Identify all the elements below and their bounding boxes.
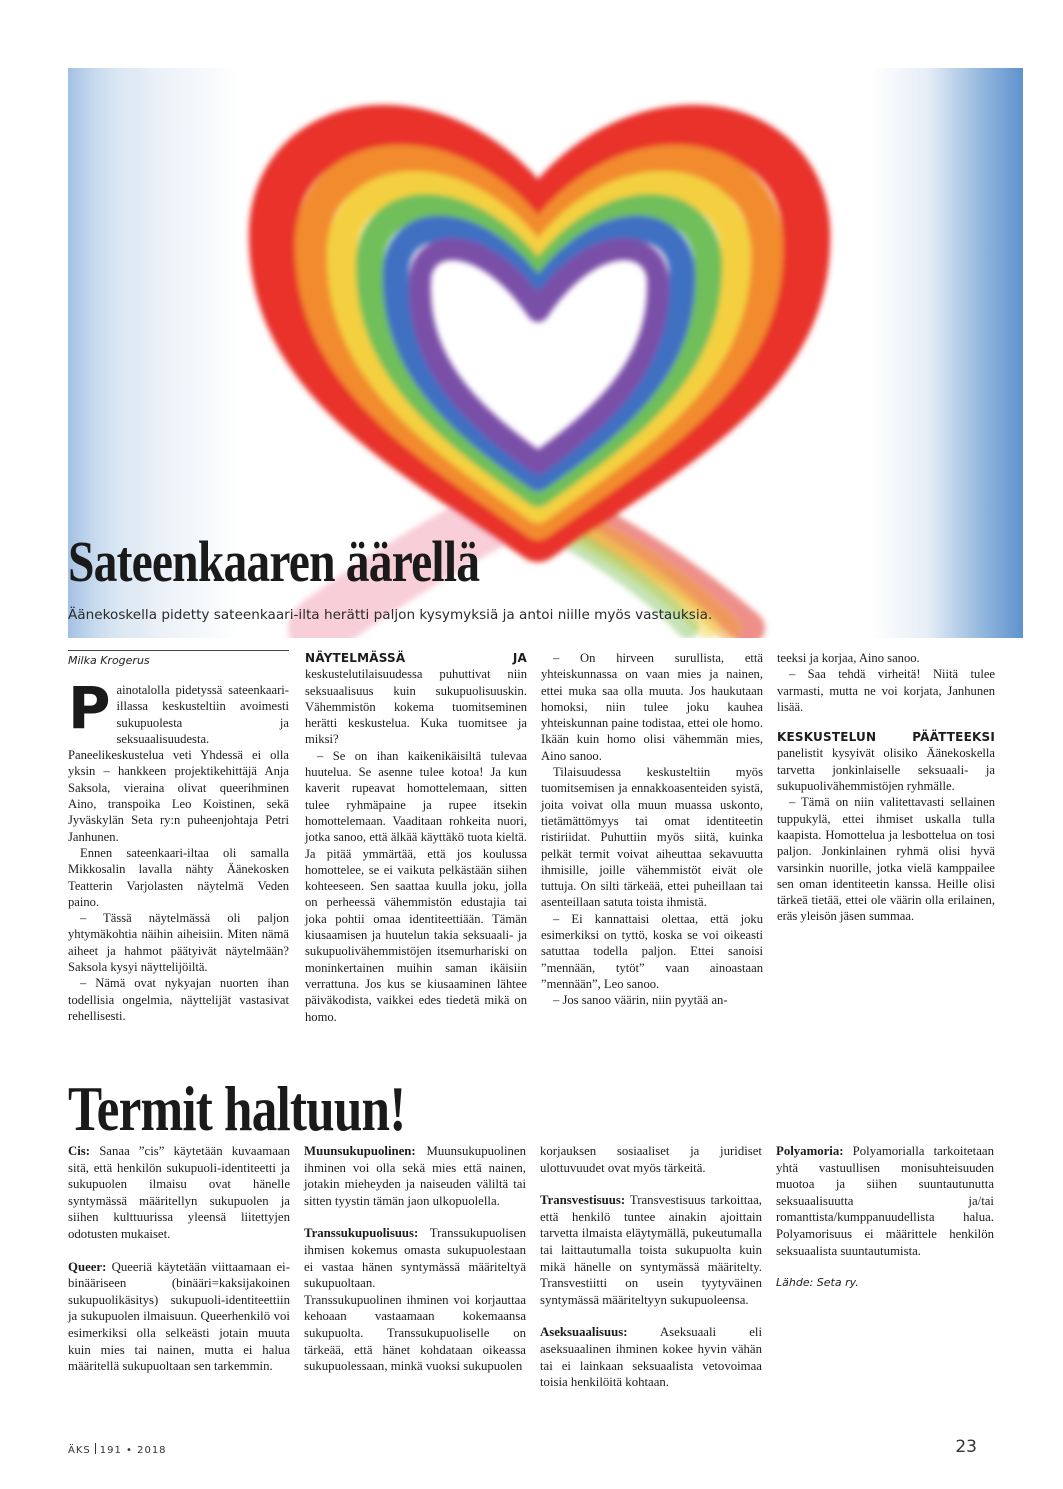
term-transv-label: Transvestisuus: [540,1193,626,1208]
col2-lead-in: NÄYTELMÄSSÄ JA [305,651,527,665]
article-column-3 [541,650,763,1009]
article-column-2 [305,650,527,1025]
footer-issue-info [68,1443,167,1456]
col3-paragraph-2: Tilaisuudessa keskusteltiin myös tuomitsemisen ja ennakkoasenteiden syistä, joita voivat olla muun muassa uskonto, tietämättömyys tai omat identiteetin ristiriidat. Puhuttiin myös siitä, kuinka pelkät termit voivat aiheuttaa sekavuutta ihmisille, joille vähemmistöt eivät ole tuttuja. On silti tärkeää, ettei puheillaan tai asenteillaan satuta toista ihmistä. [541,765,763,910]
article-title: Sateenkaaren äärellä [68,529,480,594]
col1-paragraph-4: – Nämä ovat nykyajan nuorten ihan todellisia ongelmia, näyttelijät vastasivat rehellisesti. [68,976,289,1023]
article-column-4 [777,650,995,925]
term-polyamoria [776,1143,994,1259]
term-trans-text-3: korjauksen sosiaaliset ja juridiset ulottuvuudet ovat myös tärkeitä. [540,1144,762,1175]
term-cis [68,1143,290,1243]
term-trans-label: Transsukupuolisuus: [304,1226,419,1241]
col1-paragraph-1: ainotalolla pidetyssä sateenkaari-illassa keskusteltiin avoimesti sukupuolesta ja seksuaalisuudesta. Paneelikeskustelua veti Yhdessä ei olla yksin – hankkeen projektikehittäjä Anja Saksola, vieraina olivat queerihminen Aino, transpoika Leo Koistinen, sekä Jyväskylän Seta ry:n puheenjohtaja Petri Janhunen. [68,683,289,844]
article-subtitle: Äänekoskella pidetty sateenkaari-ilta herätti paljon kysymyksiä ja antoi niille myös vastauksia. [68,607,713,623]
col3-paragraph-3: – Ei kannattaisi olettaa, että joku esimerkiksi on tyttö, koska se voi oikeasti satuttaa todella paljon. Ettei sanoisi ”mennään, tytöt” vaan ainoastaan ”mennään”, Leo sanoo. [541,911,763,991]
footer-divider [95,1443,96,1454]
term-aseksuaalisuus [540,1324,762,1390]
terms-column-1 [68,1143,290,1375]
terms-column-4 [776,1143,994,1292]
term-muunsukupuolinen [304,1143,526,1209]
term-poly-label: Polyamoria: [776,1144,844,1158]
col1-paragraph-2: Ennen sateenkaari-iltaa oli samalla Mikkosalin lavalla nähty Äänekosken Teatterin Varjolasten näytelmä Veden paino. [68,845,289,909]
term-queer [68,1259,290,1375]
byline-rule [68,650,289,651]
terms-source: Lähde: Seta ry. [776,1276,859,1290]
col2-paragraph-1: keskustelutilaisuudessa puhuttivat niin seksuaalisuus kuin sukupuolisuuskin. Vähemmistön kokema tuomitseminen herätti keskustelua. Kuka tuomitsee ja miksi? [305,667,527,747]
term-muun-text: Muunsukupuolinen ihminen voi olla sekä mies että nainen, jotakin mieheyden ja naiseuden väliltä tai sitten tyystin tämän jaon ulkopuolella. [304,1144,526,1208]
col2-paragraph-2: – Se on ihan kaikenikäisiltä tulevaa huutelua. Se asenne tulee kotoa! Ja kun kaverit rupeavat homottelemaan, sitten tulee ryhmäpaine ja rupee itsekin homottelemaan. Vaaditaan rohkeita nuori, jotka sanoo, että älkää käyttäkö tuota kieltä. Ja pitää ymmärtää, että jos koulussa homottelee, se ei vaikuta pelkästään siihen kohteeseen. Sen saattaa kuulla joku, jolla on perheessä vähemmistön edustajia tai joka pohtii omaa identiteettiään. Tämän kiusaamisen ja huutelun takia seksuaali- ja sukupuolivähemmistöjen itsemurhariski on moninkertainen muihin saman ikäisiin verrattuna. Jos kus se kiusaaminen lähtee päiväkodista, vaikkei edes tiedetä mikä on homo. [305,748,527,1024]
drop-cap: P [68,674,111,742]
col3-paragraph-1: – On hirveen surullista, että yhteiskunnassa on vaan mies ja nainen, ettei muka saa olla muuta. Jos haukutaan homoksi, niin tulee joku kauhea yhteiskunnan paine todistaa, ettei ole homo. Ikään kuin homo olisi vähemmän mies, Aino sanoo. [541,651,763,763]
term-transv-text: Transvestisuus tarkoittaa, että henkilö tuntee ainakin ajoittain tarvetta ilmaista eläytymällä, pukeutumalla tai laittautumalla toista sukupuolta kuin mikä hänelle on syntymässä määritelty. Transvestiitti on usein tyytyväinen syntymässä määriteltyyn sukupuoleensa. [540,1193,762,1307]
term-cis-label: Cis: [68,1144,91,1158]
terms-column-3 [540,1143,762,1391]
col4-paragraph-2: – Saa tehdä virheitä! Niitä tulee varmasti, mutta ne voi korjata, Janhunen lisää. [777,667,995,714]
col3-paragraph-4: – Jos sanoo väärin, niin pyytää an- [553,993,728,1008]
term-queer-label: Queer: [68,1259,107,1274]
page-number: 23 [955,1437,977,1457]
term-muun-label: Muunsukupuolinen: [304,1144,416,1158]
term-queer-text: Queeriä käytetään viittaamaan ei-binääriseen (binääri=kaksijakoinen sukupuolikäsitys) sukupuoli-identiteettiin ja sukupuolen ilmaisuun. Queerhenkilö voi esimerkiksi olla selkeästi jotain muuta kuin mies tai nainen, mutta ei halua määritellä sukupuoltaan sen tarkemmin. [68,1259,290,1374]
col4-paragraph-1: teeksi ja korjaa, Aino sanoo. [777,651,920,665]
term-poly-text: Polyamorialla tarkoitetaan yhtä vastuullisen monisuhteisuuden muotoa ja siihen suuntautunutta seksuaalisuutta ja/tai romanttista/kumppanuudellista halua. Polyamorisuus ei määrittele henkilön seksuaalista suuntautumista. [776,1144,994,1258]
article-column-1 [68,674,289,1024]
terms-title: Termit haltuun! [68,1073,406,1144]
terms-column-2 [304,1143,526,1375]
term-trans-text-2: Transsukupuolinen ihminen voi korjauttaa kehoaan vastaamaan kokemaansa sukupuolta. Transsukupuoliselle on tärkeää, että hänet kohdataan oikeassa sukupuolessaan, minkä vuoksi sukupuolen [304,1292,526,1374]
col1-paragraph-3: – Tässä näytelmässä oli paljon yhtymäkohtia näihin aiheisiin. Miten nämä aiheet ja hahmot päätyivät näytelmään? Saksola kysyi näyttelijöiltä. [68,911,289,975]
term-transsukupuolisuus [304,1225,526,1291]
term-asek-label: Aseksuaalisuus: [540,1325,628,1340]
term-transvestisuus [540,1192,762,1308]
col4-lead-in: KESKUSTELUN PÄÄTTEEKSI [777,730,995,745]
magazine-name: ÄKS [68,1445,91,1456]
col4-paragraph-3: panelistit kysyivät olisiko Äänekoskella tarvetta jonkinlaiselle seksuaali- ja sukupuolivähemmistöjen ryhmälle. [777,746,995,794]
col4-paragraph-4: – Tämä on niin valitettavasti sellainen tuppukylä, ettei ihmiset uskalla tulla kaapista. Homottelua ja lesbottelua on tosi paljon. Jonkinlainen ryhmä olisi hyvä varsinkin nuorille, jotka vielä kamppailee sen oman identiteetin kanssa. Heille olisi tärkeä tietää, ettei ole väärin olla erilainen, eräs yleisön jäsen summaa. [777,795,995,924]
article-author: Milka Krogerus [68,654,150,667]
issue-number: 191 • 2018 [99,1445,167,1456]
term-cis-text: Sanaa ”cis” käytetään kuvaamaan sitä, että henkilön sukupuoli-identiteetti ja sukupuolen ilmaisu ovat hänelle syntymässä määritellyn sukupuolen ja siihen kulttuurissa yleensä liitettyjen odotusten mukaiset. [68,1144,290,1241]
term-asek-text: Aseksuaali eli aseksuaalinen ihminen kokee hyvin vähän tai ei lainkaan seksuaalista vetovoimaa toisia henkilöitä kohtaan. [540,1325,762,1390]
term-trans-text: Transsukupuolisen ihmisen kokemus omasta sukupuolestaan ei vastaa hänen syntymässä määriteltyä sukupuoltaan. [304,1226,526,1291]
